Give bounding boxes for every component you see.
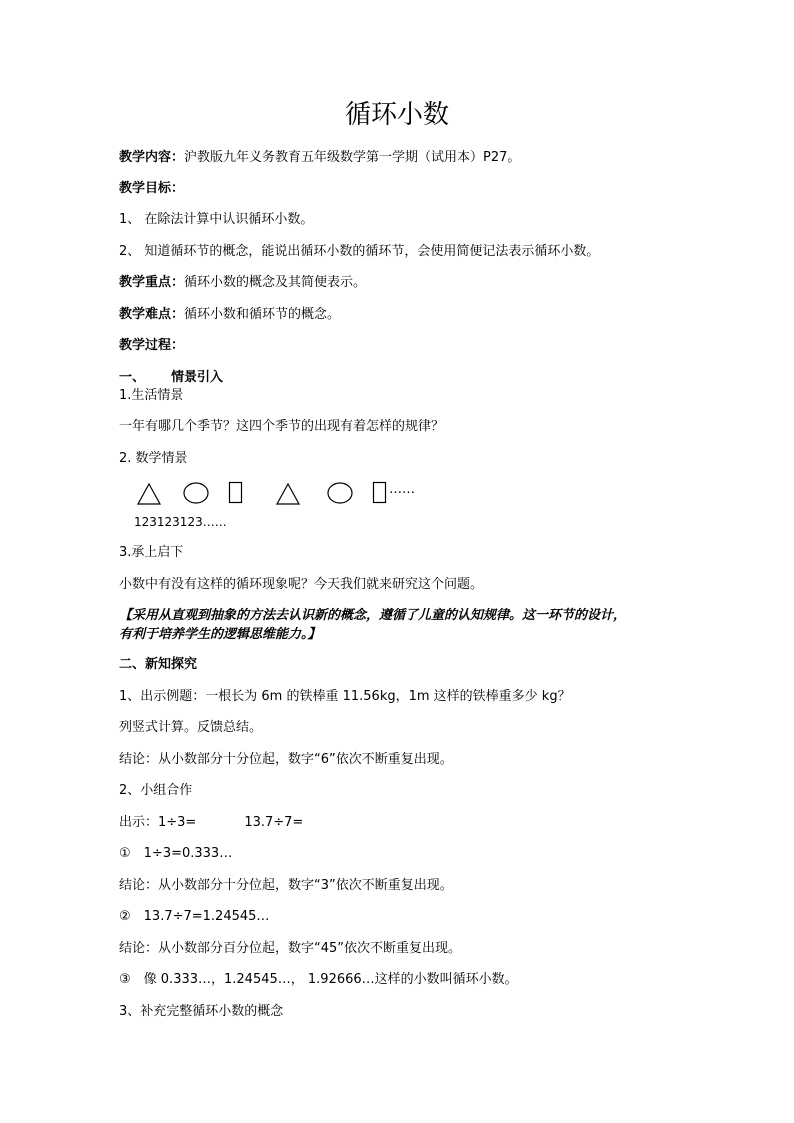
section1-heading-text: 情景引入 <box>171 370 224 385</box>
teaching-content-label: 教学内容： <box>119 150 185 165</box>
division-1: 出示：1÷3= <box>119 815 197 830</box>
teaching-key <box>119 275 366 291</box>
teaching-difficulty <box>119 307 340 323</box>
number-sequence: 123123123…… <box>134 515 227 529</box>
section1-heading-number: 一、 <box>119 370 146 385</box>
conclusion-3: 结论：从小数部分百分位起，数字“45”依次不断重复出现。 <box>119 941 462 956</box>
transition-item: 3.承上启下 <box>119 545 184 560</box>
shape-sequence <box>130 478 450 508</box>
circle-icon <box>326 482 354 504</box>
result-1: ① 1÷3=0.333… <box>119 846 233 861</box>
section1-heading <box>119 370 223 386</box>
design-note-line-2: 有利于培养学生的逻辑思维能力。】 <box>119 627 321 642</box>
division-2: 13.7÷7= <box>244 815 304 830</box>
result-2: ② 13.7÷7=1.24545… <box>119 909 270 924</box>
rectangle-icon <box>228 481 244 505</box>
circle-icon <box>182 482 210 504</box>
teaching-key-text: 循环小数的概念及其简便表示。 <box>184 275 367 290</box>
teaching-difficulty-label: 教学难点： <box>119 307 185 322</box>
group-work-item: 2、小组合作 <box>119 783 193 798</box>
section2-heading: 二、新知探究 <box>119 657 198 672</box>
triangle-icon <box>275 482 301 506</box>
teaching-goals-label: 教学目标： <box>119 181 185 196</box>
teaching-difficulty-text: 循环小数和循环节的概念。 <box>184 307 341 322</box>
teaching-key-label: 教学重点： <box>119 275 185 290</box>
goal-2: 2、 知道循环节的概念，能说出循环小数的循环节，会使用简便记法表示循环小数。 <box>119 244 600 259</box>
page-title: 循环小数 <box>344 100 449 130</box>
teaching-content <box>119 150 520 166</box>
example-problem: 1、出示例题：一根长为 6m 的铁棒重 11.56kg，1m 这样的铁棒重多少 kg？ <box>119 689 571 704</box>
conclusion-1: 结论：从小数部分十分位起，数字“6”依次不断重复出现。 <box>119 752 453 767</box>
rectangle-icon <box>372 481 388 505</box>
transition-text: 小数中有没有这样的循环现象呢？今天我们就来研究这个问题。 <box>119 577 484 592</box>
goal-1: 1、 在除法计算中认识循环小数。 <box>119 212 314 227</box>
conclusion-2: 结论：从小数部分十分位起，数字“3”依次不断重复出现。 <box>119 878 453 893</box>
life-scenario-text: 一年有哪几个季节？这四个季节的出现有着怎样的规律？ <box>119 419 445 434</box>
triangle-icon <box>136 482 162 506</box>
life-scenario-item: 1.生活情景 <box>119 388 184 403</box>
shapes-ellipsis: …… <box>389 482 415 497</box>
show-division <box>119 815 303 831</box>
definition-text: ③ 像 0.333…，1.24545…， 1.92666…这样的小数叫循环小数。 <box>119 972 518 987</box>
design-note-line-1: 【采用从直观到抽象的方法去认识新的概念，遵循了儿童的认知规律。这一环节的设计， <box>119 608 627 623</box>
design-note <box>119 606 679 644</box>
math-scenario-item: 2. 数学情景 <box>119 451 188 466</box>
teaching-content-text: 沪教版九年义务教育五年级数学第一学期（试用本）P27。 <box>184 150 521 165</box>
teaching-process-label: 教学过程： <box>119 338 185 353</box>
complete-concept-item: 3、补充完整循环小数的概念 <box>119 1004 284 1019</box>
vertical-calc-text: 列竖式计算。反馈总结。 <box>119 720 263 735</box>
